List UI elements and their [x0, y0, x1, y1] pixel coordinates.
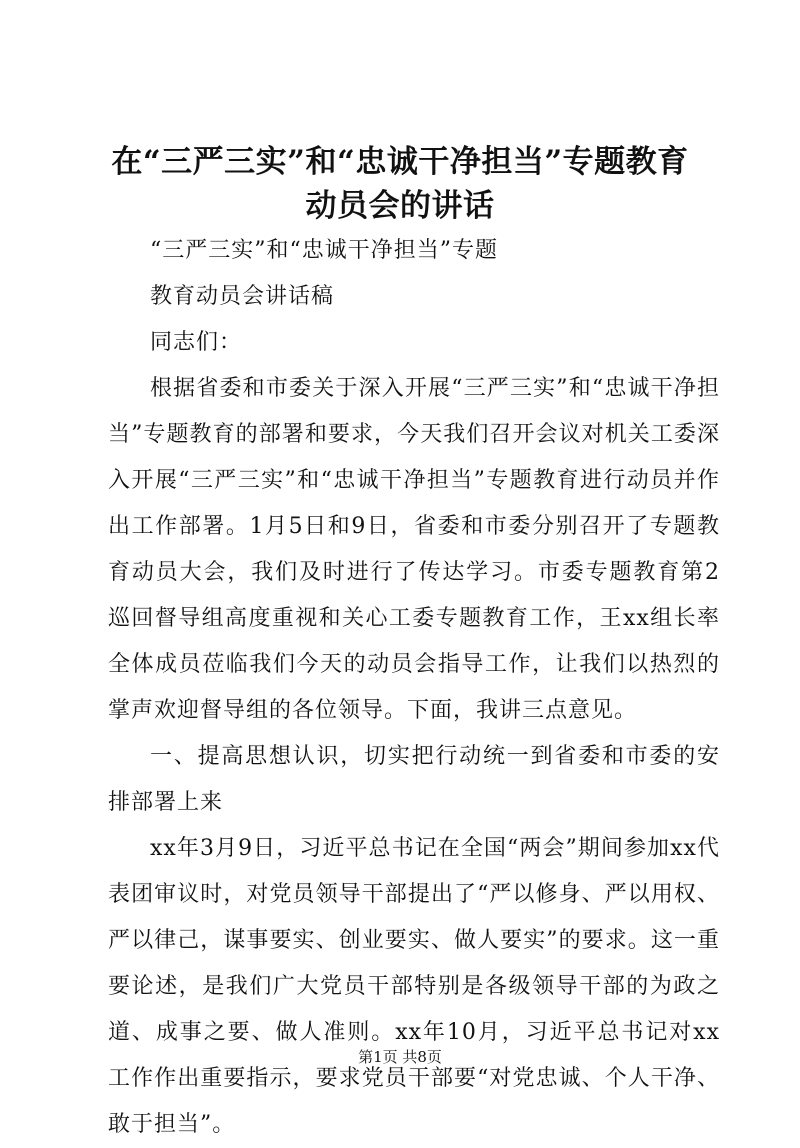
paragraph-section-1: xx年3月9日，习近平总书记在全国“两会”期间参加xx代表团审议时，对党员领导干部提出了“严以修身、严以用权、严以律己，谋事要实、创业要实、做人要实”的要求。这一重要论述，是我们广大党员干部特别是各级领导干部的为政之道、成事之要、做人准则。xx年10月，习近平总书记对xx工作作出重要指示，要求党员干部要“对党忠诚、个人干净、敢于担当”。 — [108, 836, 720, 1137]
document-body — [108, 228, 720, 1148]
title-line-2: 动员会的讲话 — [305, 188, 495, 224]
subtitle-line-2: 教育动员会讲话稿 — [150, 284, 335, 309]
page-number-footer: 第1页 共8页 — [358, 1048, 442, 1066]
paragraph-intro: 根据省委和市委关于深入开展“三严三实”和“忠诚干净担当”专题教育的部署和要求，今天我们召开会议对机关工委深入开展“三严三实”和“忠诚干净担当”专题教育进行动员并作出工作部署。1月5日和9日，省委和市委分别召开了专题教育动员大会，我们及时进行了传达学习。市委专题教育第2巡回督导组高度重视和关心工委专题教育工作，王xx组长率全体成员莅临我们今天的动员会指导工作，让我们以热烈的掌声欢迎督导组的各位领导。下面，我讲三点意见。 — [108, 376, 720, 723]
section-heading-1: 一、提高思想认识，切实把行动统一到省委和市委的安排部署上来 — [108, 744, 720, 815]
document-title — [100, 140, 700, 228]
title-line-1: 在“三严三实”和“忠诚干净担当”专题教育 — [111, 144, 689, 180]
salutation: 同志们： — [150, 330, 243, 355]
subtitle-line-1: “三严三实”和“忠诚干净担当”专题 — [150, 238, 498, 263]
